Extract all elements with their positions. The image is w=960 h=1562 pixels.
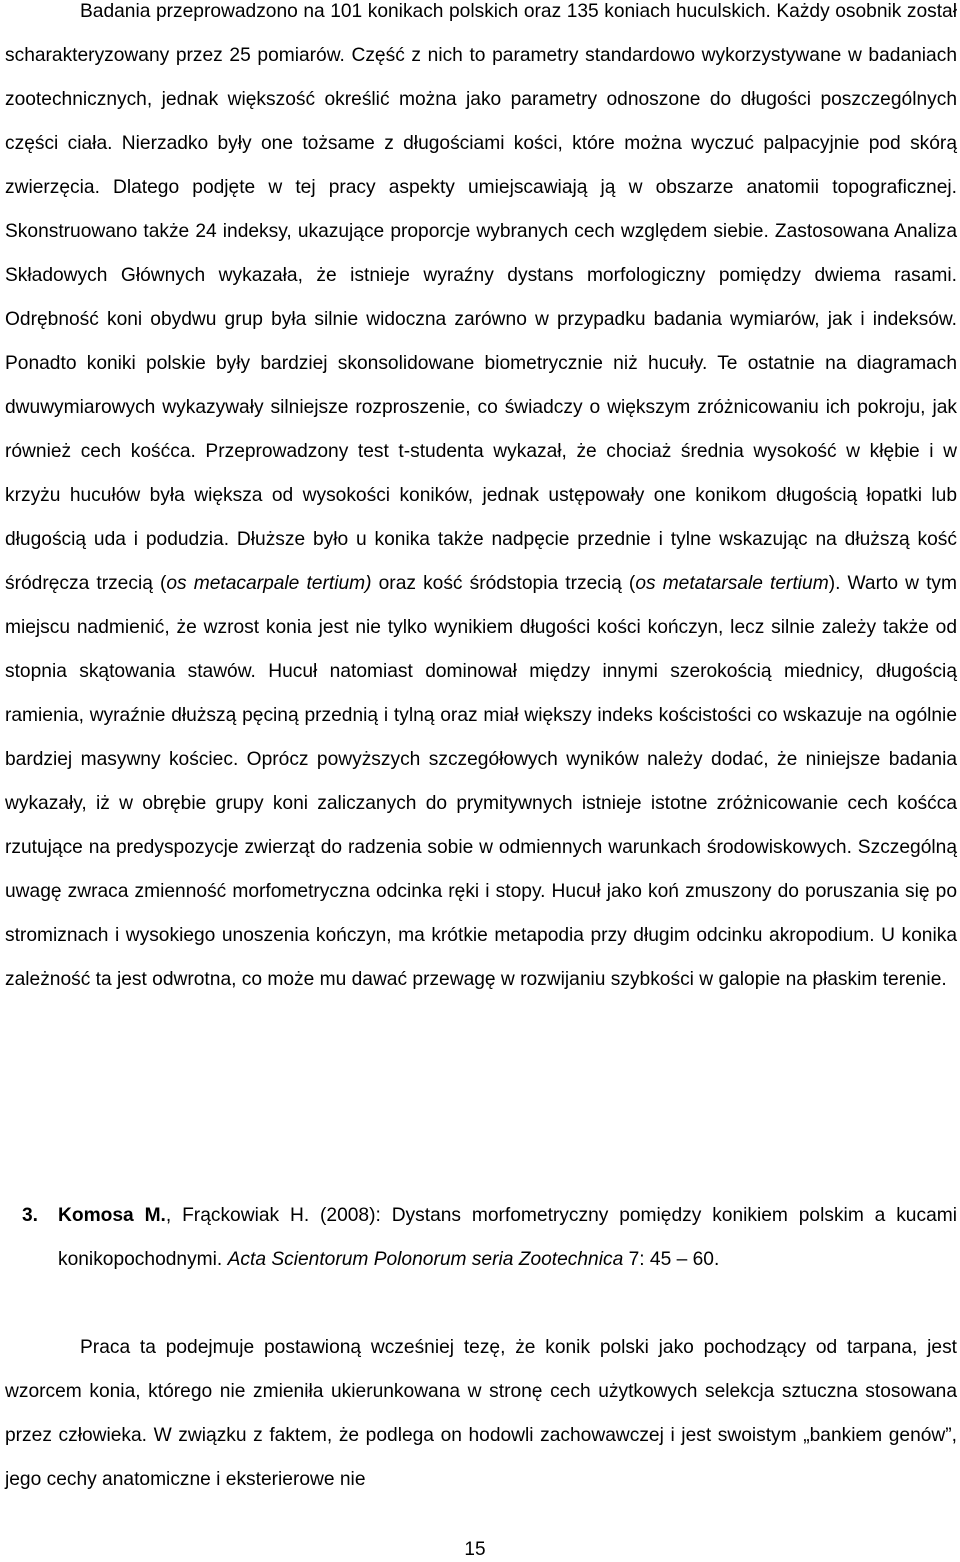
- reference-entry: [5, 1194, 957, 1282]
- reference-pages: 7: 45 – 60.: [623, 1249, 720, 1270]
- paragraph-text: Badania przeprowadzono na 101 konikach polskich oraz 135 koniach huculskich. Każdy osobnik został scharakteryzowany przez 25 pomiarów. Część z nich to parametry standardowo wykorzystywane w badaniach zootechnicznych, jednak większość określić można jako parametry odnoszone do długości poszczególnych części ciała. Nierzadko były one tożsame z długościami kości, które można wyczuć palpacyjnie pod skórą zwierzęcia. Dlatego podjęte w tej pracy aspekty umiejscawiają ją w obszarze anatomii topograficznej. Skonstruowano także 24 indeksy, ukazujące proporcje wybranych cech względem siebie. Zastosowana Analiza Składowych Głównych wykazała, że istnieje wyraźny dystans morfologiczny pomiędzy dwiema rasami. Odrębność koni obydwu grup była silnie widoczna zarówno w przypadku badania wymiarów, jak i indeksów. Ponadto koniki polskie były bardziej skonsolidowane biometrycznie niż hucuły. Te ostatnie na diagramach dwuwymiarowych wykazywały silniejsze rozproszenie, co świadczy o większym zróżnicowaniu ich pokroju, jak również cech kośćca. Przeprowadzony test t-studenta wykazał, że chociaż średnia wysokość w kłębie i w krzyżu hucułów była większa od wysokości koników, jednak ustępowały one konikom długością łopatki lub długością uda i podudzia. Dłuższe było u konika także nadpęcie przednie i tylne wskazując na dłuższą kość śródręcza trzecią (: [5, 1, 957, 594]
- latin-term: os metatarsale tertium: [635, 573, 829, 594]
- reference-number: 3.: [22, 1205, 39, 1226]
- paragraph-text: Praca ta podejmuje postawioną wcześniej tezę, że konik polski jako pochodzący od tarpana, jest wzorcem konia, którego nie zmieniła ukierunkowana w stronę cech użytkowych selekcja sztuczna stosowana przez człowieka. W związku z faktem, że podlega on hodowli zachowawczej i jest swoistym „bankiem genów”, jego cechy anatomiczne i eksterierowe nie: [5, 1337, 957, 1490]
- body-paragraph-thesis: [5, 1326, 957, 1502]
- reference-journal: Acta Scientorum Polonorum seria Zootechnica: [227, 1249, 624, 1270]
- body-paragraph-summary: [5, 0, 957, 1002]
- reference-citation: [58, 1194, 957, 1282]
- reference-main-author: Komosa M.: [58, 1205, 166, 1226]
- page-number: 15: [464, 1539, 486, 1560]
- paragraph-text: ). Warto w tym miejscu nadmienić, że wzrost konia jest nie tylko wynikiem długości kości kończyn, lecz silnie zależy także od stopnia skątowania stawów. Hucuł natomiast dominował między innymi szerokością miednicy, długością ramienia, wyraźnie dłuższą pęciną przednią i tylną oraz miał większy indeks kościstości co wskazuje na ogólnie bardziej masywny kościec. Oprócz powyższych szczegółowych wyników należy dodać, że niniejsze badania wykazały, iż w obrębie grupy koni zaliczanych do prymitywnych istnieje istotne zróżnicowanie cech kośćca rzutujące na predyspozycje zwierząt do radzenia sobie w odmiennych warunkach środowiskowych. Szczególną uwagę zwraca zmienność morfometryczna odcinka ręki i stopy. Hucuł jako koń zmuszony do poruszania się po stromiznach i wysokiego unoszenia kończyn, ma krótkie metapodia przy długim odcinku akropodium. U konika zależność ta jest odwrotna, co może mu dawać przewagę w rozwijaniu szybkości w galopie na płaskim terenie.: [5, 573, 957, 990]
- document-page: [5, 0, 957, 1561]
- paragraph-text: oraz kość śródstopia trzecią (: [371, 573, 636, 594]
- reference-details: , Frąckowiak H. (2008): Dystans morfometryczny pomiędzy konikiem polskim a kucami konikopochodnymi.: [58, 1205, 957, 1270]
- latin-term: os metacarpale tertium): [166, 573, 372, 594]
